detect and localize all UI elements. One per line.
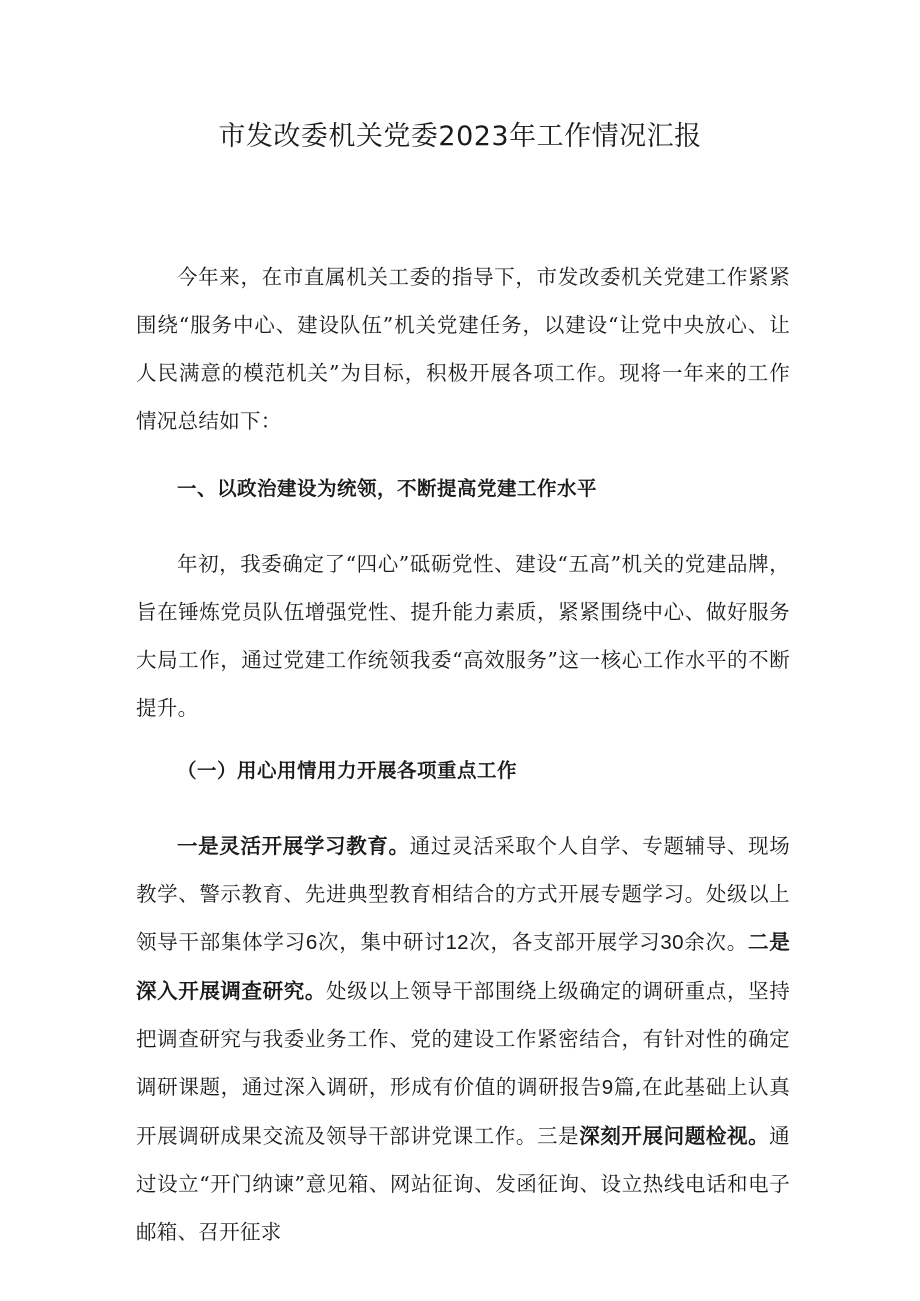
count-branch-study: 30 <box>660 931 684 954</box>
count-seminars: 12 <box>445 931 469 954</box>
count-reports: 9 <box>601 1076 614 1099</box>
body-text-3: 通过设立“开门纳谏”意见箱、网站征询、发函征询、设立热线电话和电子邮箱、召开征求 <box>136 1124 790 1244</box>
subsection-heading-1: （一）用心用情用力开展各项重点工作 <box>177 759 518 782</box>
lead-problem-review: 深刻开展问题检视。 <box>579 1124 770 1148</box>
lead-research: 二是深入开展调查研究。 <box>136 930 791 1003</box>
section-1-paragraph: 年初，我委确定了“四心”砥砺党性、建设“五高”机关的党建品牌，旨在锤炼党员队伍增强党性、提升能力素质，紧紧围绕中心、做好服务大局工作，通过党建工作统领我委“高效服务”这一核心工作水平的不断提升。 <box>136 552 790 720</box>
body-text-2a: 处级以上领导干部围绕上级确定的调研重点，坚持把调查研究与我委业务工作、党的建设工作紧密结合，有针对性的确定调研课题，通过深入调研，形成有价值的调研报告 <box>136 979 790 1099</box>
body-text-1c: 次，各支部开展学习 <box>468 930 661 954</box>
intro-paragraph: 今年来，在市直属机关工委的指导下，市发改委机关党建工作紧紧围绕“服务中心、建设队伍”机关党建任务，以建设“让党中央放心、让人民满意的模范机关”为目标，积极开展各项工作。现将一年来的工作情况总结如下： <box>136 265 790 433</box>
body-text-1b: 次，集中研讨 <box>317 930 446 954</box>
document-title: 市发改委机关党委2023年工作情况汇报 <box>218 121 702 152</box>
body-paragraph <box>136 822 790 1256</box>
lead-study-education: 一是灵活开展学习教育。 <box>177 834 410 858</box>
body-text-1a: 通过灵活采取个人自学、专题辅导、现场教学、警示教育、先进典型教育相结合的方式开展专题学习。处级以上领导干部集体学习 <box>136 834 790 954</box>
count-collective-study: 6 <box>305 931 318 954</box>
section-heading-1: 一、以政治建设为统领，不断提高党建工作水平 <box>177 477 598 500</box>
body-text-2b: 篇,在此基础上认真开展调研成果交流及领导干部讲党课工作。三是 <box>136 1075 790 1148</box>
body-text-1d: 余次。 <box>683 930 748 954</box>
